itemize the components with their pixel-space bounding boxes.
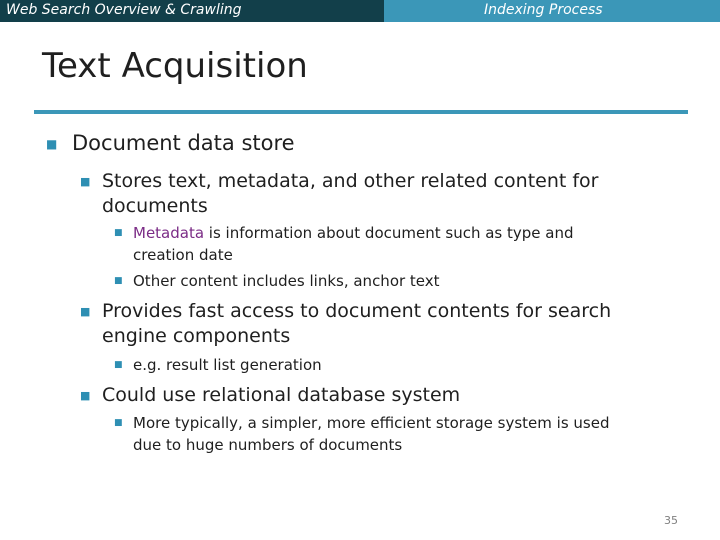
slide-title: Text Acquisition: [42, 46, 308, 86]
square-bullet-icon: ■: [80, 175, 91, 188]
bullet-text: [133, 224, 574, 242]
bullet-text: Other content includes links, anchor text: [133, 272, 440, 290]
bullet-text: due to huge numbers of documents: [133, 436, 403, 454]
square-bullet-icon: ■: [46, 137, 58, 151]
header-left-title: Web Search Overview & Crawling: [6, 2, 242, 18]
bullet-text: documents: [102, 195, 208, 217]
bullet-text: engine components: [102, 325, 291, 347]
bullet-text: creation date: [133, 246, 233, 264]
square-bullet-icon: ■: [80, 389, 91, 402]
bullet-text: Stores text, metadata, and other related content for: [102, 170, 599, 192]
square-bullet-icon: ■: [80, 305, 91, 318]
page-number: 35: [664, 514, 678, 527]
square-bullet-icon: ■: [114, 418, 123, 428]
title-divider: [34, 110, 688, 114]
square-bullet-icon: ■: [114, 228, 123, 238]
header-left-panel: [0, 0, 384, 22]
bullet-text: Provides fast access to document contents for search: [102, 300, 612, 322]
header-right-panel: [384, 0, 720, 22]
metadata-highlight: Metadata: [133, 224, 205, 242]
header-right-title: Indexing Process: [484, 2, 603, 18]
bullet-text: Document data store: [72, 131, 295, 155]
header-bar: [0, 0, 720, 22]
square-bullet-icon: ■: [114, 276, 123, 286]
bullet-text: e.g. result list generation: [133, 356, 322, 374]
square-bullet-icon: ■: [114, 360, 123, 370]
bullet-text: More typically, a simpler, more efficient storage system is used: [133, 414, 610, 432]
metadata-rest: is information about document such as type and: [204, 224, 574, 242]
bullet-text: Could use relational database system: [102, 384, 461, 406]
